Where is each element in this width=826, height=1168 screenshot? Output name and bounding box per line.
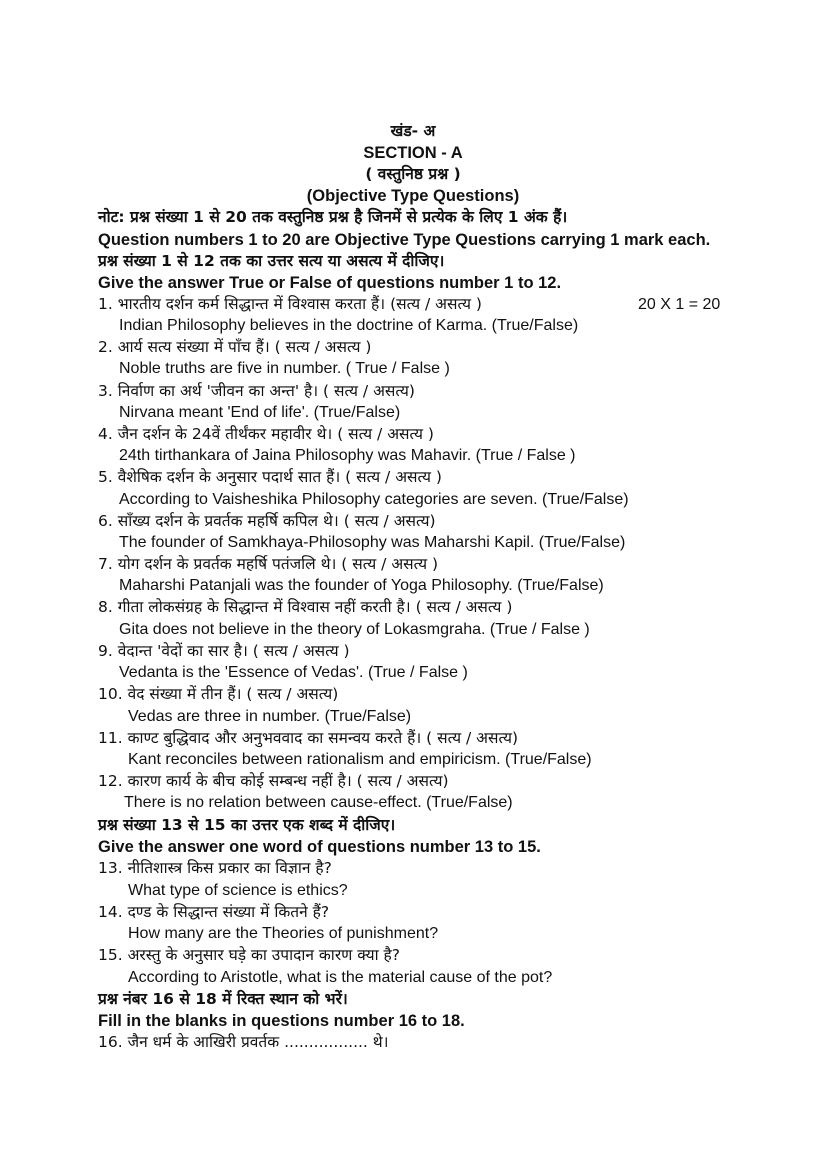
question-6-english: The founder of Samkhaya-Philosophy was Maharshi Kapil. (True/False)	[119, 534, 626, 551]
question-9-hindi: 9. वेदान्त 'वेदों का सार है। ( सत्य / असत्य )	[98, 642, 350, 660]
question-1-english: Indian Philosophy believes in the doctrine of Karma. (True/False)	[119, 317, 579, 334]
objective-heading: (Objective Type Questions)	[306, 187, 520, 205]
question-15-hindi: 15. अरस्तु के अनुसार घड़े का उपादान कारण क्या है?	[98, 946, 400, 964]
section-heading: SECTION - A	[363, 144, 463, 162]
question-14-hindi: 14. दण्ड के सिद्धान्त संख्या में कितने हैं?	[98, 903, 330, 921]
question-8-hindi: 8. गीता लोकसंग्रह के सिद्धान्त में विश्वास नहीं करती है। ( सत्य / असत्य )	[98, 598, 513, 616]
question-4-english: 24th tirthankara of Jaina Philosophy was Mahavir. (True / False )	[119, 447, 576, 464]
question-2-hindi: 2. आर्य सत्य संख्या में पाँच हैं। ( सत्य / असत्य )	[98, 338, 372, 356]
question-12-english: There is no relation between cause-effect. (True/False)	[124, 794, 513, 811]
question-11-hindi: 11. काण्ट बुद्धिवाद और अनुभववाद का समन्वय करते हैं। ( सत्य / असत्य)	[98, 729, 519, 747]
question-14-english: How many are the Theories of punishment?	[128, 925, 439, 942]
question-5-hindi: 5. वैशेषिक दर्शन के अनुसार पदार्थ सात हैं। ( सत्य / असत्य )	[98, 468, 442, 486]
question-7-english: Maharshi Patanjali was the founder of Yoga Philosophy. (True/False)	[119, 577, 604, 594]
part1-instruction-hindi: प्रश्न संख्या 1 से 12 तक का उत्तर सत्य या असत्य में दीजिए।	[98, 252, 445, 270]
question-9-english: Vedanta is the 'Essence of Vedas'. (True / False )	[119, 664, 468, 681]
question-11-english: Kant reconciles between rationalism and empiricism. (True/False)	[128, 751, 592, 768]
question-7-hindi: 7. योग दर्शन के प्रवर्तक महर्षि पतंजलि थे। ( सत्य / असत्य )	[98, 555, 439, 573]
part3-instruction-english: Fill in the blanks in questions number 16 to 18.	[98, 1012, 465, 1030]
note-hindi: नोट: प्रश्न संख्या 1 से 20 तक वस्तुनिष्ठ प्रश्न है जिनमें से प्रत्येक के लिए 1 अंक हैं।	[98, 208, 568, 226]
part2-instruction-hindi: प्रश्न संख्या 13 से 15 का उत्तर एक शब्द में दीजिए।	[98, 816, 396, 834]
question-13-english: What type of science is ethics?	[128, 882, 348, 899]
part3-instruction-hindi: प्रश्न नंबर 16 से 18 में रिक्त स्थान को भरें।	[98, 990, 348, 1008]
question-10-english: Vedas are three in number. (True/False)	[128, 708, 412, 725]
marks-label: 20 X 1 = 20	[638, 296, 721, 313]
question-12-hindi: 12. कारण कार्य के बीच कोई सम्बन्ध नहीं है। ( सत्य / असत्य)	[98, 772, 449, 790]
question-2-english: Noble truths are five in number. ( True / False )	[119, 360, 450, 377]
question-10-hindi: 10. वेद संख्या में तीन हैं। ( सत्य / असत्य)	[98, 685, 339, 703]
part1-instruction-english: Give the answer True or False of questions number 1 to 12.	[98, 274, 562, 292]
question-1-hindi: 1. भारतीय दर्शन कर्म सिद्धान्त में विश्वास करता हैं। (सत्य / असत्य )	[98, 295, 482, 313]
note-english: Question numbers 1 to 20 are Objective Type Questions carrying 1 mark each.	[98, 231, 711, 249]
question-3-english: Nirvana meant 'End of life'. (True/False)	[119, 404, 401, 421]
question-16-hindi: 16. जैन धर्म के आखिरी प्रवर्तक ................. थे।	[98, 1033, 389, 1051]
question-4-hindi: 4. जैन दर्शन के 24वें तीर्थंकर महावीर थे। ( सत्य / असत्य )	[98, 425, 434, 443]
question-13-hindi: 13. नीतिशास्त्र किस प्रकार का विज्ञान है?	[98, 859, 332, 877]
part2-instruction-english: Give the answer one word of questions number 13 to 15.	[98, 838, 541, 856]
question-3-hindi: 3. निर्वाण का अर्थ 'जीवन का अन्त' है। ( सत्य / असत्य)	[98, 382, 415, 400]
question-6-hindi: 6. साँख्य दर्शन के प्रवर्तक महर्षि कपिल थे। ( सत्य / असत्य)	[98, 512, 436, 530]
vastunishth-heading: ( वस्तुनिष्ठ प्रश्न )	[365, 165, 461, 183]
question-5-english: According to Vaisheshika Philosophy categories are seven. (True/False)	[119, 491, 629, 508]
khand-heading: खंड- अ	[390, 122, 436, 140]
question-8-english: Gita does not believe in the theory of Lokasmgraha. (True / False )	[119, 621, 590, 638]
question-15-english: According to Aristotle, what is the material cause of the pot?	[128, 969, 553, 986]
